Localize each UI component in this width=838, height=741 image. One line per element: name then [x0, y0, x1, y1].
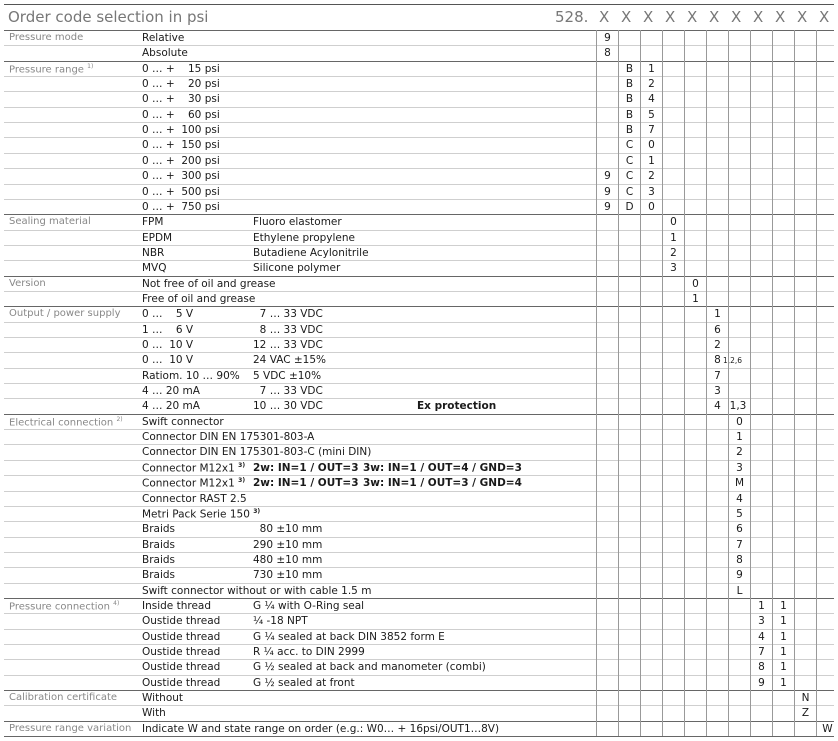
- table-bottom-rule: [4, 736, 834, 737]
- option-description: [142, 615, 220, 627]
- option-detail: G ¼ sealed at back DIN 3852 form E: [253, 630, 445, 643]
- option-row: [4, 475, 834, 491]
- option-row: [4, 721, 834, 737]
- option-row: [4, 276, 834, 292]
- option-detail: 730 ±10 mm: [253, 569, 323, 582]
- option-description-text: Without: [142, 692, 184, 705]
- code-cell: 9: [604, 170, 611, 183]
- option-description: [142, 308, 193, 320]
- code-cell: 9: [736, 569, 743, 582]
- code-cell: 8: [714, 354, 721, 367]
- option-detail: Ethylene propylene: [253, 231, 355, 244]
- code-cell: 1: [692, 292, 699, 305]
- code-cell: 0: [648, 200, 655, 213]
- option-detail: 290 ±10 mm: [253, 538, 323, 551]
- option-row: [4, 583, 834, 599]
- option-row: [4, 168, 834, 184]
- code-cell: 7: [714, 369, 721, 382]
- option-description: [142, 723, 499, 735]
- code-cell: 1: [780, 599, 787, 612]
- option-description: [142, 186, 220, 198]
- code-cell: 4: [736, 492, 743, 505]
- option-description: [142, 569, 175, 581]
- option-description: [142, 493, 247, 505]
- option-description-text: With: [142, 707, 166, 720]
- section-label-text: Pressure range: [9, 64, 84, 76]
- code-digit-7: X: [731, 8, 742, 26]
- code-cell: L: [736, 584, 743, 597]
- code-cell: B: [625, 124, 634, 137]
- section-footnote-ref: 4): [113, 599, 120, 607]
- code-cell: C: [625, 185, 634, 198]
- section-label: [9, 692, 117, 703]
- code-cell: 6: [736, 523, 743, 536]
- code-cell: 2: [648, 170, 655, 183]
- grid-line: [596, 30, 597, 737]
- code-digit-6: X: [709, 8, 720, 26]
- section-footnote-ref: 1): [87, 62, 94, 70]
- grid-line: [816, 30, 817, 737]
- option-description: [142, 339, 193, 351]
- option-row: [4, 521, 834, 537]
- grid-line: [772, 30, 773, 737]
- option-description-text: Connector M12x1: [142, 477, 235, 490]
- option-description: [142, 232, 172, 244]
- section-label: [9, 278, 46, 289]
- option-detail: 80 ±10 mm: [253, 523, 323, 536]
- code-cell: 0: [736, 415, 743, 428]
- option-description: [142, 416, 224, 428]
- code-cell: 1: [780, 646, 787, 658]
- code-cell: B: [625, 78, 634, 91]
- code-cell: 8: [758, 661, 765, 674]
- option-footnote-ref: 3): [238, 461, 246, 469]
- code-cell: 0: [692, 277, 699, 290]
- option-description-text: Free of oil and grease: [142, 292, 256, 305]
- option-footnote-ref: 3): [238, 477, 246, 485]
- option-description: [142, 477, 245, 490]
- option-description: [142, 93, 220, 105]
- option-description: [142, 400, 200, 412]
- option-row: [4, 107, 834, 123]
- code-cell: M: [734, 477, 745, 490]
- code-cell: 4: [648, 93, 655, 106]
- code-cell: C: [625, 154, 634, 167]
- option-description: [142, 631, 220, 643]
- option-row: [4, 214, 834, 230]
- code-digit-2: X: [621, 8, 632, 26]
- option-description: [142, 155, 220, 167]
- code-cell: 9: [604, 185, 611, 198]
- section-label: [9, 723, 131, 734]
- option-description-text: 0 … + 60 psi: [142, 108, 220, 121]
- section-label-text: Version: [9, 277, 46, 289]
- code-digit-8: X: [753, 8, 764, 26]
- section-label-text: Electrical connection: [9, 417, 114, 429]
- option-description: [142, 262, 167, 274]
- option-detail: 7 … 33 VDC: [253, 308, 323, 321]
- option-row: [4, 199, 834, 215]
- option-row: [4, 398, 834, 414]
- code-cell: 2: [736, 446, 743, 459]
- code-cell: 1: [780, 630, 787, 643]
- option-description-text: NBR: [142, 246, 165, 259]
- option-description-text: Indicate W and state range on order (e.g.: W0… + 16psi/OUT1…8V): [142, 722, 500, 735]
- option-description: [142, 324, 193, 336]
- section-label-text: Pressure connection: [9, 601, 110, 613]
- option-description-text: Relative: [142, 32, 185, 44]
- code-cell: 1: [648, 154, 655, 167]
- code-cell: 3: [736, 461, 743, 474]
- grid-line: [728, 30, 729, 737]
- option-description-text: FPM: [142, 216, 164, 229]
- option-description-text: Oustide thread: [142, 646, 221, 658]
- option-detail: 5 VDC ±10%: [253, 369, 322, 382]
- option-row: [4, 629, 834, 645]
- code-cell: 1: [780, 615, 787, 628]
- option-extra: Ex protection: [417, 400, 497, 413]
- code-cell: W: [822, 722, 833, 735]
- option-row: [4, 675, 834, 691]
- option-row: [4, 552, 834, 568]
- option-footnote-ref: 3): [253, 507, 261, 515]
- option-description: [142, 692, 183, 704]
- option-description-text: 4 … 20 mA: [142, 400, 200, 413]
- code-digit-9: X: [775, 8, 786, 26]
- option-description: [142, 554, 175, 566]
- option-row: [4, 30, 834, 46]
- option-row: [4, 61, 834, 77]
- option-description-text: Metri Pack Serie 150: [142, 508, 250, 521]
- option-detail: 10 … 30 VDC: [253, 400, 323, 413]
- code-cell: 1: [780, 661, 787, 674]
- option-description: [142, 646, 220, 658]
- option-row: [4, 491, 834, 507]
- option-row: [4, 705, 834, 721]
- option-description-text: Oustide thread: [142, 630, 221, 643]
- option-row: [4, 91, 834, 107]
- option-description-text: 0 … + 150 psi: [142, 139, 220, 152]
- code-cell: 6: [714, 323, 721, 336]
- option-description: [142, 539, 175, 551]
- option-description: [142, 523, 175, 535]
- option-row: [4, 567, 834, 583]
- code-cell: 3: [648, 185, 655, 198]
- grid-line: [640, 30, 641, 737]
- option-row: [4, 613, 834, 629]
- option-description: [142, 370, 240, 382]
- option-row: [4, 383, 834, 399]
- option-row: [4, 76, 834, 92]
- code-cell: 3: [714, 385, 721, 398]
- code-cell: 0: [648, 139, 655, 152]
- option-description: [142, 600, 211, 612]
- section-label-text: Calibration certificate: [9, 692, 118, 704]
- grid-line: [618, 30, 619, 737]
- code-prefix: 528.: [555, 8, 589, 26]
- option-detail: G ½ sealed at front: [253, 676, 355, 689]
- option-detail: 24 VAC ±15%: [253, 354, 327, 367]
- option-description-text: 0 … + 15 psi: [142, 62, 220, 75]
- option-description-text: Ratiom. 10 … 90%: [142, 369, 240, 382]
- code-cell: 7: [736, 538, 743, 551]
- option-description-text: Absolute: [142, 47, 188, 60]
- code-footnote: 1,3: [729, 400, 747, 413]
- option-description: [142, 585, 371, 597]
- option-description: [142, 446, 371, 458]
- option-description-text: 0 … + 500 psi: [142, 185, 220, 198]
- option-row: [4, 245, 834, 261]
- option-row: [4, 260, 834, 276]
- option-description-text: 0 … + 200 psi: [142, 154, 220, 167]
- option-row: [4, 598, 834, 614]
- option-description-text: Swift connector: [142, 415, 224, 428]
- option-description-text: Braids: [142, 553, 176, 566]
- option-description: [142, 63, 220, 75]
- option-row: [4, 122, 834, 138]
- order-code-header: [4, 4, 834, 31]
- section-footnote-ref: 2): [116, 415, 123, 423]
- option-description: [142, 278, 276, 290]
- code-digit-3: X: [643, 8, 654, 26]
- option-description: [142, 247, 164, 259]
- option-description: [142, 385, 200, 397]
- code-digit-4: X: [665, 8, 676, 26]
- option-row: [4, 537, 834, 553]
- option-row: [4, 137, 834, 153]
- code-cell: D: [625, 200, 634, 213]
- code-digit-10: X: [797, 8, 808, 26]
- option-row: [4, 644, 834, 660]
- section-label-text: Output / power supply: [9, 308, 121, 320]
- option-detail: 2w: IN=1 / OUT=3: [253, 477, 359, 490]
- option-detail-3wire: 3w: IN=1 / OUT=4 / GND=3: [363, 461, 522, 474]
- option-description: [142, 462, 245, 475]
- option-description-text: Connector M12x1: [142, 462, 235, 475]
- option-row: [4, 429, 834, 445]
- code-cell: 3: [670, 262, 677, 275]
- option-description-text: 0 … + 100 psi: [142, 124, 220, 137]
- option-description: [142, 661, 220, 673]
- code-footnote: 1,2,6: [723, 356, 743, 366]
- section-label: [9, 600, 119, 612]
- code-cell: C: [625, 170, 634, 183]
- option-row: [4, 444, 834, 460]
- option-description-text: 0 … 10 V: [142, 339, 194, 351]
- code-cell: 8: [604, 47, 611, 60]
- option-description-text: Oustide thread: [142, 676, 221, 689]
- code-cell: Z: [801, 707, 810, 720]
- section-label-text: Pressure range variation: [9, 722, 132, 734]
- option-description-text: 0 … + 750 psi: [142, 200, 220, 213]
- option-row: [4, 337, 834, 353]
- option-detail: G ¼ with O-Ring seal: [253, 599, 365, 612]
- code-cell: 9: [758, 676, 765, 689]
- option-row: [4, 690, 834, 706]
- section-label: [9, 216, 91, 227]
- option-description: [142, 47, 188, 59]
- code-cell: 1: [648, 62, 655, 75]
- option-row: [4, 230, 834, 246]
- option-description: [142, 124, 220, 136]
- code-cell: 0: [670, 216, 677, 229]
- page-title: Order code selection in psi: [8, 8, 209, 26]
- option-row: [4, 322, 834, 338]
- option-description-text: 0 … + 30 psi: [142, 93, 220, 106]
- code-cell: 7: [648, 124, 655, 137]
- option-detail: Silicone polymer: [253, 262, 341, 275]
- option-detail: 7 … 33 VDC: [253, 385, 323, 398]
- option-description: [142, 677, 220, 689]
- grid-line: [706, 30, 707, 737]
- option-description-text: Oustide thread: [142, 615, 221, 628]
- option-detail: G ½ sealed at back and manometer (combi): [253, 661, 486, 674]
- option-description-text: Braids: [142, 523, 176, 536]
- code-cell: 2: [648, 78, 655, 91]
- option-detail: 12 … 33 VDC: [253, 339, 323, 351]
- code-digit-11: X: [819, 8, 830, 26]
- code-cell: 1: [780, 676, 787, 689]
- code-cell: 3: [758, 615, 765, 628]
- option-description-text: Connector DIN EN 175301-803-A: [142, 431, 315, 444]
- option-description-text: 0 … 5 V: [142, 308, 194, 321]
- section-label-text: Pressure mode: [9, 32, 84, 43]
- option-description-text: 0 … + 20 psi: [142, 78, 220, 91]
- code-cell: 8: [736, 553, 743, 566]
- option-description: [142, 109, 220, 121]
- section-label: [9, 416, 123, 428]
- option-detail: Butadiene Acylonitrile: [253, 246, 369, 259]
- option-row: [4, 184, 834, 200]
- code-cell: 1: [736, 431, 743, 444]
- option-row: [4, 368, 834, 384]
- option-description: [142, 32, 184, 44]
- option-description: [142, 78, 220, 90]
- option-description-text: Inside thread: [142, 599, 212, 612]
- option-description-text: Braids: [142, 569, 176, 582]
- section-label-text: Sealing material: [9, 216, 91, 228]
- grid-line: [684, 30, 685, 737]
- code-cell: 2: [714, 339, 721, 351]
- option-detail: R ¼ acc. to DIN 2999: [253, 646, 365, 658]
- option-description-text: 0 … 10 V: [142, 354, 194, 367]
- option-description-text: Oustide thread: [142, 661, 221, 674]
- code-cell: B: [625, 93, 634, 106]
- option-description: [142, 139, 220, 151]
- code-cell: 4: [714, 400, 721, 413]
- option-description: [142, 216, 163, 228]
- option-row: [4, 45, 834, 61]
- option-description-text: 0 … + 300 psi: [142, 170, 220, 183]
- option-description-text: 1 … 6 V: [142, 323, 194, 336]
- option-description-text: EPDM: [142, 231, 173, 244]
- option-description-text: Not free of oil and grease: [142, 277, 276, 290]
- option-detail: 8 … 33 VDC: [253, 323, 323, 336]
- grid-line: [662, 30, 663, 737]
- code-cell: 4: [758, 630, 765, 643]
- option-description-text: Connector DIN EN 175301-803-C (mini DIN): [142, 446, 372, 459]
- option-description: [142, 707, 166, 719]
- code-cell: 1: [670, 231, 677, 244]
- section-label: [9, 32, 83, 43]
- code-cell: 9: [604, 200, 611, 213]
- option-row: [4, 506, 834, 522]
- grid-line: [750, 30, 751, 737]
- code-cell: 9: [604, 32, 611, 44]
- code-cell: C: [625, 139, 634, 152]
- code-cell: 7: [758, 646, 765, 658]
- option-detail-3wire: 3w: IN=1 / OUT=3 / GND=4: [363, 477, 522, 490]
- code-digit-5: X: [687, 8, 698, 26]
- option-row: [4, 460, 834, 476]
- code-cell: 1: [714, 308, 721, 321]
- option-description: [142, 354, 193, 366]
- code-cell: 5: [736, 507, 743, 520]
- section-label: [9, 308, 121, 319]
- option-description: [142, 431, 314, 443]
- grid-line: [794, 30, 795, 737]
- option-description-text: Braids: [142, 538, 176, 551]
- code-cell: B: [625, 108, 634, 121]
- section-label: [9, 63, 93, 75]
- code-cell: N: [801, 692, 810, 705]
- option-detail: 480 ±10 mm: [253, 553, 323, 566]
- code-cell: 2: [670, 246, 677, 259]
- code-digit-1: X: [599, 8, 610, 26]
- code-cell: 5: [648, 108, 655, 121]
- option-description-text: 4 … 20 mA: [142, 385, 200, 398]
- option-description: [142, 293, 255, 305]
- option-description: [142, 201, 220, 213]
- option-description: [142, 170, 220, 182]
- option-row: [4, 306, 834, 322]
- option-row: [4, 414, 834, 430]
- code-cell: 1: [758, 599, 765, 612]
- option-description-text: Connector RAST 2.5: [142, 492, 247, 505]
- option-row: [4, 659, 834, 675]
- option-row: [4, 352, 834, 368]
- option-description-text: Swift connector without or with cable 1.5 m: [142, 584, 372, 597]
- option-detail: Fluoro elastomer: [253, 216, 342, 229]
- code-cell: B: [625, 62, 634, 75]
- option-description: [142, 508, 260, 521]
- option-row: [4, 153, 834, 169]
- option-row: [4, 291, 834, 307]
- option-detail: 2w: IN=1 / OUT=3: [253, 461, 359, 474]
- option-description-text: MVQ: [142, 262, 167, 275]
- option-detail: ¼ -18 NPT: [253, 615, 308, 628]
